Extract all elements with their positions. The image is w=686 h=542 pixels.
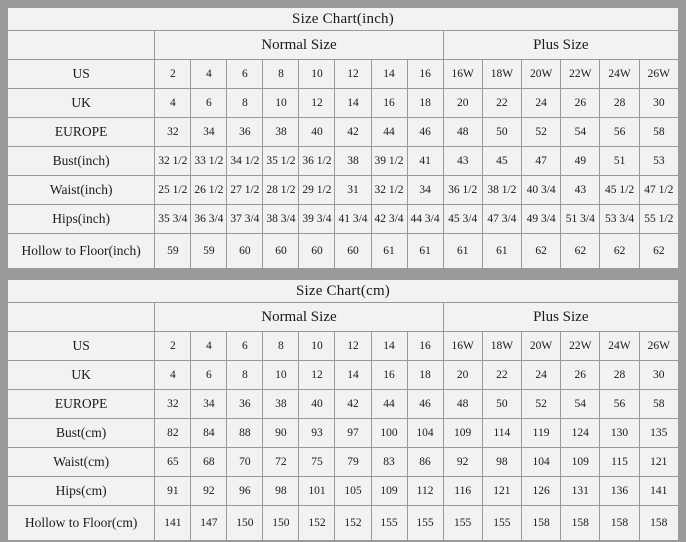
cell: 49 3/4 [522, 205, 561, 234]
cell: 61 [407, 234, 443, 269]
cell: 97 [335, 419, 371, 448]
table-row [8, 234, 679, 269]
size-chart-inch [6, 6, 680, 270]
row-label-uk: UK [8, 361, 155, 390]
cell: 51 [600, 147, 639, 176]
cell: 40 [299, 118, 335, 147]
section-corner-cell [8, 31, 155, 60]
cell: 24 [522, 89, 561, 118]
cell: 96 [227, 477, 263, 506]
cell: 45 [482, 147, 521, 176]
cell: 32 [155, 390, 191, 419]
cell: 26 [561, 361, 600, 390]
table-row [8, 506, 679, 541]
cell: 59 [155, 234, 191, 269]
cell: 50 [482, 390, 521, 419]
cell: 18W [482, 332, 521, 361]
table-row [8, 477, 679, 506]
cell: 10 [299, 60, 335, 89]
row-label-waist: Waist(inch) [8, 176, 155, 205]
cell: 29 1/2 [299, 176, 335, 205]
cell: 16 [371, 361, 407, 390]
cell: 38 1/2 [482, 176, 521, 205]
cell: 4 [191, 332, 227, 361]
size-chart-cm [6, 278, 680, 542]
chart-title: Size Chart(inch) [8, 8, 679, 31]
cell: 121 [482, 477, 521, 506]
cell: 6 [191, 361, 227, 390]
cell: 53 3/4 [600, 205, 639, 234]
row-label-uk: UK [8, 89, 155, 118]
cell: 104 [521, 448, 560, 477]
cell: 47 1/2 [639, 176, 678, 205]
cell: 36 1/2 [443, 176, 482, 205]
row-label-hollow-to-floor: Hollow to Floor(cm) [8, 506, 155, 541]
cell: 53 [639, 147, 678, 176]
cell: 14 [371, 60, 407, 89]
cell: 91 [155, 477, 191, 506]
cell: 47 [522, 147, 561, 176]
cell: 158 [600, 506, 639, 541]
cell: 58 [639, 118, 678, 147]
table-row [8, 176, 679, 205]
cell: 54 [561, 118, 600, 147]
cell: 45 3/4 [443, 205, 482, 234]
cell: 82 [155, 419, 191, 448]
cell: 31 [335, 176, 371, 205]
cell: 93 [299, 419, 335, 448]
cell: 26W [639, 332, 678, 361]
cell: 109 [371, 477, 407, 506]
cell: 20W [521, 332, 560, 361]
cell: 62 [639, 234, 678, 269]
cell: 59 [191, 234, 227, 269]
cell: 55 1/2 [639, 205, 678, 234]
cell: 42 3/4 [371, 205, 407, 234]
cell: 38 [335, 147, 371, 176]
row-label-hips: Hips(inch) [8, 205, 155, 234]
section-corner-cell [8, 303, 155, 332]
cell: 37 3/4 [227, 205, 263, 234]
cell: 45 1/2 [600, 176, 639, 205]
cell: 24W [600, 60, 639, 89]
cell: 30 [639, 89, 678, 118]
cell: 18 [407, 361, 443, 390]
cell: 32 1/2 [371, 176, 407, 205]
cell: 60 [263, 234, 299, 269]
cell: 141 [155, 506, 191, 541]
cell: 4 [155, 89, 191, 118]
cell: 8 [263, 332, 299, 361]
cell: 42 [335, 118, 371, 147]
cell: 4 [155, 361, 191, 390]
cell: 16W [443, 332, 482, 361]
cell: 4 [191, 60, 227, 89]
cell: 14 [335, 89, 371, 118]
cell: 104 [407, 419, 443, 448]
table-row [8, 332, 679, 361]
cell: 38 [263, 390, 299, 419]
cell: 100 [371, 419, 407, 448]
cell: 49 [561, 147, 600, 176]
cell: 50 [482, 118, 521, 147]
cell: 46 [407, 390, 443, 419]
cell: 43 [443, 147, 482, 176]
cell: 24W [600, 332, 639, 361]
cell: 60 [299, 234, 335, 269]
cell: 6 [227, 332, 263, 361]
cell: 152 [299, 506, 335, 541]
cell: 26W [639, 60, 678, 89]
cell: 130 [600, 419, 639, 448]
cell: 126 [521, 477, 560, 506]
cell: 83 [371, 448, 407, 477]
cell: 30 [639, 361, 678, 390]
cell: 52 [521, 390, 560, 419]
cell: 86 [407, 448, 443, 477]
cell: 44 3/4 [407, 205, 443, 234]
cell: 60 [227, 234, 263, 269]
section-plus-size: Plus Size [443, 31, 678, 60]
row-label-bust: Bust(inch) [8, 147, 155, 176]
cell: 158 [521, 506, 560, 541]
cell: 26 1/2 [191, 176, 227, 205]
cell: 155 [443, 506, 482, 541]
cell: 62 [600, 234, 639, 269]
cell: 22W [561, 60, 600, 89]
cell: 10 [263, 361, 299, 390]
cell: 34 [191, 390, 227, 419]
row-label-hollow-to-floor: Hollow to Floor(inch) [8, 234, 155, 269]
table-row [8, 361, 679, 390]
cell: 33 1/2 [191, 147, 227, 176]
cell: 39 3/4 [299, 205, 335, 234]
cell: 147 [191, 506, 227, 541]
cell: 62 [561, 234, 600, 269]
cell: 20W [522, 60, 561, 89]
cell: 112 [407, 477, 443, 506]
cell: 44 [371, 118, 407, 147]
cell: 16W [443, 60, 482, 89]
cell: 34 [191, 118, 227, 147]
cell: 155 [482, 506, 521, 541]
cell: 38 [263, 118, 299, 147]
cell: 62 [522, 234, 561, 269]
cell: 40 [299, 390, 335, 419]
row-label-europe: EUROPE [8, 390, 155, 419]
chart-title-row [8, 8, 679, 31]
cell: 18W [482, 60, 521, 89]
table-row [8, 448, 679, 477]
cell: 36 1/2 [299, 147, 335, 176]
cell: 68 [191, 448, 227, 477]
cell: 47 3/4 [482, 205, 521, 234]
cell: 2 [155, 60, 191, 89]
row-label-us: US [8, 60, 155, 89]
cell: 109 [561, 448, 600, 477]
cell: 42 [335, 390, 371, 419]
cell: 41 3/4 [335, 205, 371, 234]
cell: 79 [335, 448, 371, 477]
cell: 98 [263, 477, 299, 506]
cell: 22 [482, 89, 521, 118]
cell: 46 [407, 118, 443, 147]
cell: 8 [227, 361, 263, 390]
cell: 16 [371, 89, 407, 118]
cell: 115 [600, 448, 639, 477]
cell: 28 [600, 89, 639, 118]
cell: 90 [263, 419, 299, 448]
cell: 44 [371, 390, 407, 419]
cell: 22W [561, 332, 600, 361]
cell: 12 [335, 60, 371, 89]
cell: 124 [561, 419, 600, 448]
cell: 98 [482, 448, 521, 477]
cell: 16 [407, 60, 443, 89]
cell: 158 [639, 506, 678, 541]
section-normal-size: Normal Size [155, 31, 443, 60]
cell: 34 [407, 176, 443, 205]
cell: 70 [227, 448, 263, 477]
cell: 61 [371, 234, 407, 269]
cell: 14 [335, 361, 371, 390]
cell: 12 [299, 89, 335, 118]
chart-title: Size Chart(cm) [8, 280, 679, 303]
cell: 61 [482, 234, 521, 269]
cell: 92 [443, 448, 482, 477]
cell: 10 [299, 332, 335, 361]
table-row [8, 118, 679, 147]
table-row [8, 419, 679, 448]
cell: 158 [561, 506, 600, 541]
cell: 36 [227, 118, 263, 147]
cell: 60 [335, 234, 371, 269]
cell: 58 [639, 390, 678, 419]
cell: 109 [443, 419, 482, 448]
size-chart-cm-table [7, 279, 679, 541]
cell: 22 [482, 361, 521, 390]
cell: 88 [227, 419, 263, 448]
cell: 40 3/4 [522, 176, 561, 205]
cell: 92 [191, 477, 227, 506]
cell: 114 [482, 419, 521, 448]
cell: 135 [639, 419, 678, 448]
cell: 141 [639, 477, 678, 506]
cell: 14 [371, 332, 407, 361]
cell: 8 [263, 60, 299, 89]
cell: 8 [227, 89, 263, 118]
cell: 34 1/2 [227, 147, 263, 176]
row-label-us: US [8, 332, 155, 361]
cell: 152 [335, 506, 371, 541]
cell: 51 3/4 [561, 205, 600, 234]
cell: 84 [191, 419, 227, 448]
cell: 75 [299, 448, 335, 477]
row-label-europe: EUROPE [8, 118, 155, 147]
cell: 26 [561, 89, 600, 118]
cell: 16 [407, 332, 443, 361]
cell: 155 [371, 506, 407, 541]
cell: 35 1/2 [263, 147, 299, 176]
cell: 48 [443, 118, 482, 147]
cell: 56 [600, 118, 639, 147]
section-plus-size: Plus Size [443, 303, 678, 332]
cell: 155 [407, 506, 443, 541]
cell: 12 [299, 361, 335, 390]
cell: 32 [155, 118, 191, 147]
cell: 10 [263, 89, 299, 118]
cell: 61 [443, 234, 482, 269]
cell: 12 [335, 332, 371, 361]
table-row [8, 390, 679, 419]
cell: 150 [227, 506, 263, 541]
cell: 18 [407, 89, 443, 118]
cell: 105 [335, 477, 371, 506]
cell: 36 3/4 [191, 205, 227, 234]
cell: 48 [443, 390, 482, 419]
chart-section-row [8, 31, 679, 60]
table-row [8, 147, 679, 176]
cell: 56 [600, 390, 639, 419]
chart-title-row [8, 280, 679, 303]
cell: 27 1/2 [227, 176, 263, 205]
cell: 20 [443, 89, 482, 118]
cell: 65 [155, 448, 191, 477]
size-chart-inch-table [7, 7, 679, 269]
cell: 116 [443, 477, 482, 506]
cell: 101 [299, 477, 335, 506]
cell: 131 [561, 477, 600, 506]
cell: 39 1/2 [371, 147, 407, 176]
cell: 28 1/2 [263, 176, 299, 205]
cell: 119 [521, 419, 560, 448]
section-normal-size: Normal Size [155, 303, 443, 332]
cell: 52 [522, 118, 561, 147]
cell: 6 [227, 60, 263, 89]
cell: 41 [407, 147, 443, 176]
cell: 121 [639, 448, 678, 477]
row-label-waist: Waist(cm) [8, 448, 155, 477]
table-row [8, 89, 679, 118]
cell: 28 [600, 361, 639, 390]
chart-section-row [8, 303, 679, 332]
cell: 150 [263, 506, 299, 541]
cell: 43 [561, 176, 600, 205]
cell: 38 3/4 [263, 205, 299, 234]
cell: 72 [263, 448, 299, 477]
cell: 24 [521, 361, 560, 390]
cell: 35 3/4 [155, 205, 191, 234]
cell: 6 [191, 89, 227, 118]
cell: 20 [443, 361, 482, 390]
cell: 54 [561, 390, 600, 419]
cell: 2 [155, 332, 191, 361]
cell: 36 [227, 390, 263, 419]
row-label-bust: Bust(cm) [8, 419, 155, 448]
cell: 136 [600, 477, 639, 506]
table-row [8, 60, 679, 89]
cell: 25 1/2 [155, 176, 191, 205]
table-row [8, 205, 679, 234]
cell: 32 1/2 [155, 147, 191, 176]
row-label-hips: Hips(cm) [8, 477, 155, 506]
